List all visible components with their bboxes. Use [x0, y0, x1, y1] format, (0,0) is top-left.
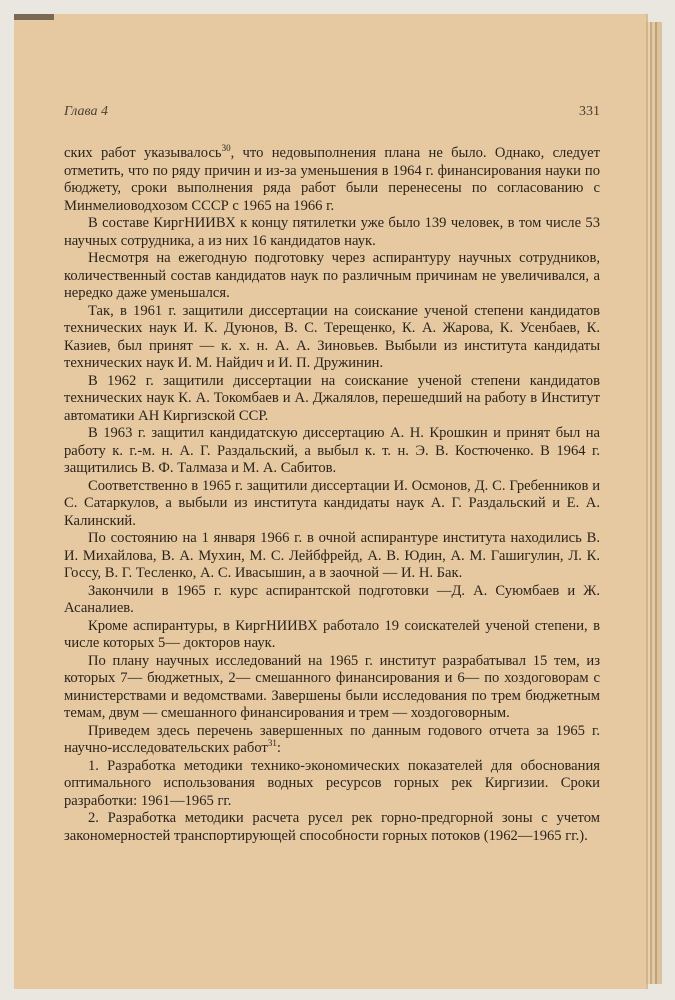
- paragraph-4: Так, в 1961 г. защитили диссертации на соискание ученой степени кандидатов технических наук И. К. Дуюнов, В. С. Терещенко, К. А. Жарова, К. Усенбаев, К. Казиев, был принят — к. х. н. А. А. Зиновьев. Выбыли из института кандидаты технических наук И. М. Найдич и И. П. Дружинин.: [64, 302, 600, 371]
- paragraph-11: По плану научных исследований на 1965 г. институт разрабатывал 15 тем, из которых 7— бюджетных, 2— смешанного финансирования и 6— по хоздоговорам с министерствами и ведомствами. Завершены были исследования по трем бюджетным темам, двум — смешанного финансирования и трем — хоздоговорным.: [64, 652, 600, 721]
- chapter-title: Глава 4: [64, 104, 108, 119]
- page-edge: [646, 22, 662, 984]
- paragraph-1: ских работ указывалось$^{30}$, что недовыполнения плана не было. Однако, следует отметить, что по ряду причин и из-за уменьшения в 1964 г. финансирования науки по бюджету, сроки выполнения ряда работ были перенесены по согласованию с Минмелиоводхозом СССР с 1965 на 1966 г.: [64, 143, 600, 214]
- paragraph-7: Соответственно в 1965 г. защитили диссертации И. Осмонов, Д. С. Гребенников и С. Сатаркулов, а выбыли из института кандидаты наук А. Г. Раздальский и Е. А. Калинский.: [64, 477, 600, 529]
- paragraph-2: В составе КиргНИИВХ к концу пятилетки уже было 139 человек, в том числе 53 научных сотрудника, а из них 16 кандидатов наук.: [64, 215, 600, 249]
- paragraph-5: В 1962 г. защитили диссертации на соискание ученой степени кандидатов технических наук К. А. Токомбаев и А. Джалялов, перешедший на работу в Институт автоматики АН Киргизской ССР.: [64, 372, 600, 424]
- footnote-ref-30: 30: [221, 143, 231, 154]
- paragraph-12: Приведем здесь перечень завершенных по данным годового отчета за 1965 г. научно-исследовательских работ$^{31}$:: [64, 722, 600, 756]
- list-item-1: 1. Разработка методики технико-экономических показателей для обоснования оптимального использования водных ресурсов горных рек Киргизии. Сроки разработки: 1961—1965 гг.: [64, 757, 600, 809]
- paragraph-6: В 1963 г. защитил кандидатскую диссертацию А. Н. Крошкин и принят был на работу к. г.-м. н. А. Г. Раздальский, а выбыл к. т. н. Э. В. Костюченко. В 1964 г. защитились В. Ф. Талмаза и М. А. Сабитов.: [64, 425, 600, 476]
- corner-shadow: [14, 14, 54, 20]
- paragraph-8: По состоянию на 1 января 1966 г. в очной аспирантуре института находились В. И. Михайлова, В. А. Мухин, М. С. Лейбфрейд, А. В. Юдин, А. М. Гашигулин, Л. К. Госсу, В. Г. Тесленко, А. С. Ивасышин, а в заочной — И. Н. Бак.: [64, 530, 600, 581]
- paragraph-9: Закончили в 1965 г. курс аспирантской подготовки —Д. А. Суюмбаев и Ж. Асаналиев.: [64, 582, 600, 616]
- body-text: [64, 145, 600, 845]
- footnote-ref-31: 31: [267, 738, 277, 749]
- paragraph-3: Несмотря на ежегодную подготовку через аспирантуру научных сотрудников, количественный состав кандидатов наук по различным причинам не увеличивался, а нередко даже уменьшался.: [64, 250, 600, 301]
- paragraph-10: Кроме аспирантуры, в КиргНИИВХ работало 19 соискателей ученой степени, в числе которых 5— докторов наук.: [64, 617, 600, 651]
- page-number: 331: [579, 104, 600, 119]
- list-item-2: 2. Разработка методики расчета русел рек горно-предгорной зоны с учетом закономерностей транспортирующей способности горных потоков (1962—1965 гг.).: [64, 810, 600, 844]
- running-header: [64, 104, 600, 124]
